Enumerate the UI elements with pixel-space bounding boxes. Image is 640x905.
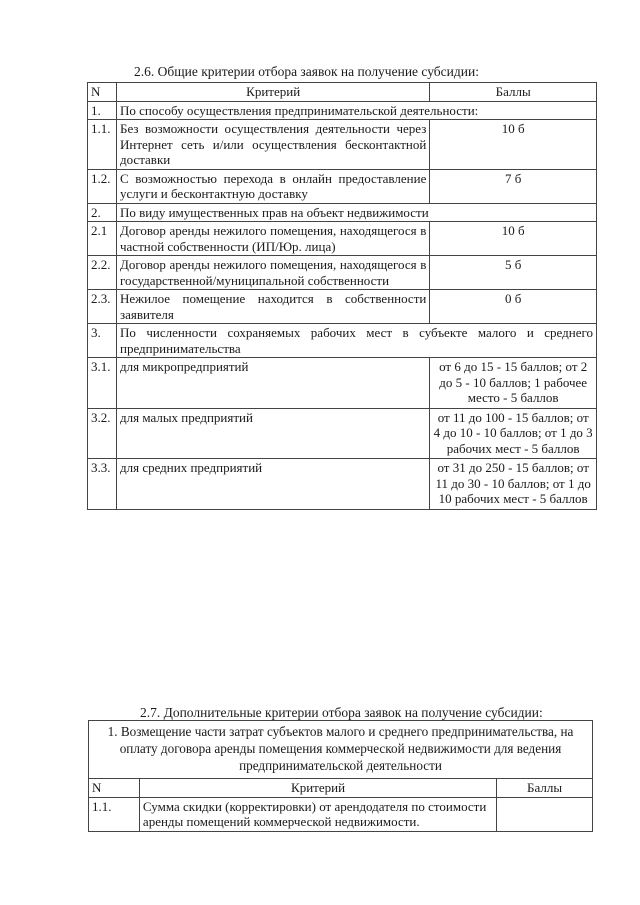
table-row <box>88 169 597 203</box>
row-number: 2.2. <box>88 256 117 290</box>
group-title: По численности сохраняемых рабочих мест в субъекте малого и среднего предпринимательства <box>116 324 596 358</box>
section-title-2-7: 2.7. Дополнительные критерии отбора заявок на получение субсидии: <box>140 705 543 720</box>
row-points: 10 б <box>430 222 597 256</box>
row-points: 7 б <box>430 169 597 203</box>
row-points: 5 б <box>430 256 597 290</box>
table-row <box>88 256 597 290</box>
group-title: По способу осуществления предпринимательской деятельности: <box>116 101 596 120</box>
row-criterion: Нежилое помещение находится в собственности заявителя <box>116 290 429 324</box>
row-points: 10 б <box>430 120 597 170</box>
group-row <box>88 324 597 358</box>
row-criterion: Сумма скидки (корректировки) от арендодателя по стоимости аренды помещений коммерческой недвижимости. <box>139 797 496 831</box>
block-title-row <box>89 721 593 779</box>
row-points: 0 б <box>430 290 597 324</box>
row-points <box>497 797 593 831</box>
row-points: от 11 до 100 - 15 баллов; от 4 до 10 - 10 баллов; от 1 до 3 рабочих мест - 5 баллов <box>430 408 597 459</box>
header-criterion: Критерий <box>116 83 429 102</box>
header-n: N <box>89 779 140 798</box>
table-header-row <box>89 779 593 798</box>
table-row <box>88 459 597 510</box>
row-criterion: Без возможности осуществления деятельности через Интернет сеть и/или осуществления бесконтактной доставки <box>116 120 429 170</box>
group-title: По виду имущественных прав на объект недвижимости <box>116 203 596 222</box>
group-row <box>88 203 597 222</box>
additional-criteria-table <box>88 720 593 832</box>
header-criterion: Критерий <box>139 779 496 798</box>
row-number: 2.1 <box>88 222 117 256</box>
header-points: Баллы <box>430 83 597 102</box>
row-points: от 6 до 15 - 15 баллов; от 2 до 5 - 10 баллов; 1 рабочее место - 5 баллов <box>430 358 597 409</box>
row-number: 3.3. <box>88 459 117 510</box>
table-row <box>88 408 597 459</box>
section-title-2-6: 2.6. Общие критерии отбора заявок на получение субсидии: <box>134 64 479 79</box>
row-number: 2.3. <box>88 290 117 324</box>
row-criterion: для малых предприятий <box>116 408 429 459</box>
row-criterion: для средних предприятий <box>116 459 429 510</box>
table-row <box>88 120 597 170</box>
table-row <box>89 797 593 831</box>
row-number: 1.2. <box>88 169 117 203</box>
row-criterion: Договор аренды нежилого помещения, находящегося в государственной/муниципальной собственности <box>116 256 429 290</box>
general-criteria-table <box>87 82 597 510</box>
header-n: N <box>88 83 117 102</box>
group-row <box>88 101 597 120</box>
row-number: 1.1. <box>88 120 117 170</box>
block-title: 1. Возмещение части затрат субъектов малого и среднего предпринимательства, на оплату договора аренды помещения коммерческой недвижимости для ведения предпринимательской деятельности <box>89 721 593 779</box>
row-number: 3.1. <box>88 358 117 409</box>
group-number: 1. <box>88 101 117 120</box>
table-row <box>88 358 597 409</box>
row-criterion: для микропредприятий <box>116 358 429 409</box>
table-row <box>88 222 597 256</box>
group-number: 3. <box>88 324 117 358</box>
row-criterion: Договор аренды нежилого помещения, находящегося в частной собственности (ИП/Юр. лица) <box>116 222 429 256</box>
row-number: 1.1. <box>89 797 140 831</box>
table-header-row <box>88 83 597 102</box>
header-points: Баллы <box>497 779 593 798</box>
table-row <box>88 290 597 324</box>
row-points: от 31 до 250 - 15 баллов; от 11 до 30 - 10 баллов; от 1 до 10 рабочих мест - 5 баллов <box>430 459 597 510</box>
row-number: 3.2. <box>88 408 117 459</box>
row-criterion: С возможностью перехода в онлайн предоставление услуги и бесконтактную доставку <box>116 169 429 203</box>
group-number: 2. <box>88 203 117 222</box>
